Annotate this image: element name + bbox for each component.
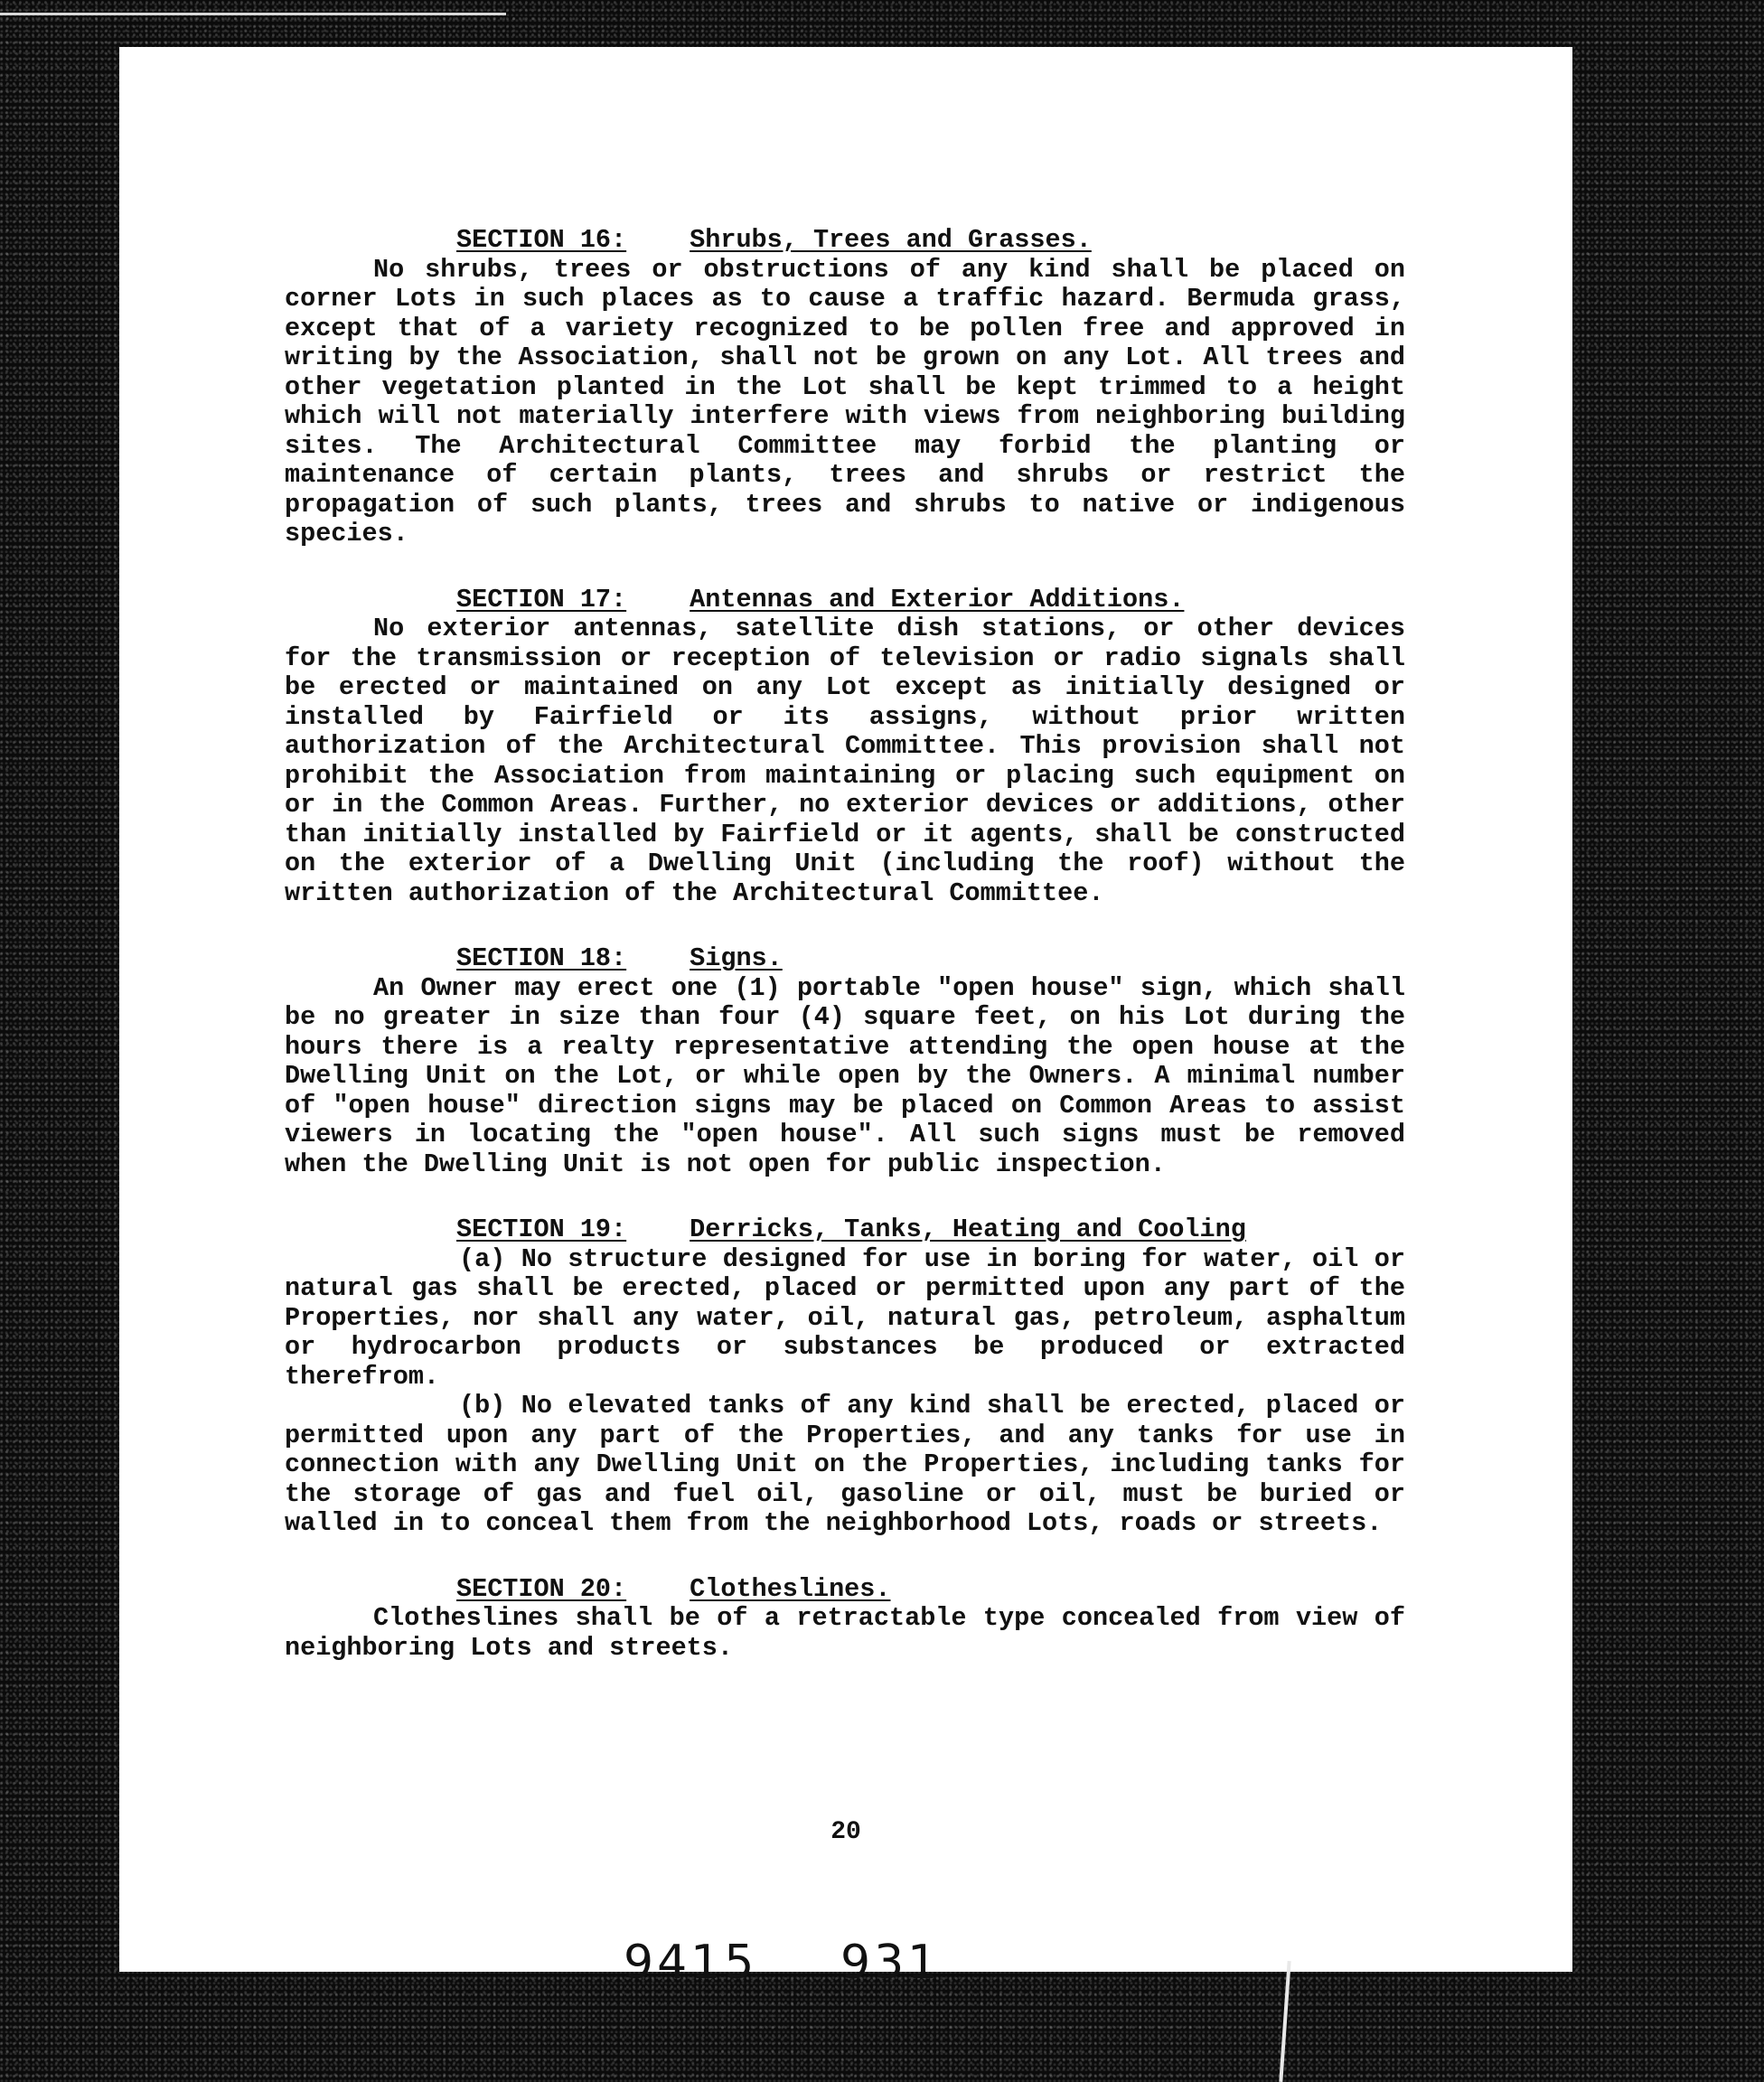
section-paragraph: No exterior antennas, satellite dish stations, or other devices for the transmission or reception of television or radio signals shall be erected or maintained on any Lot except as initially designed or installed by Fairfield or its assigns, without prior written authorization of the Architectural Committee. This provision shall not prohibit the Association from maintaining or placing such equipment on or in the Common Areas. Further, no exterior devices or additions, other than initially installed by Fairfield or it agents, shall be constructed on the exterior of a Dwelling Unit (including the roof) without the written authorization of the Architectural Committee. (285, 614, 1405, 908)
section-18 (285, 944, 1405, 1179)
section-number: SECTION 20: (456, 1573, 627, 1604)
section-heading (456, 586, 1405, 615)
section-20 (285, 1575, 1405, 1664)
section-title: Antennas and Exterior Additions. (690, 584, 1185, 614)
document-stamp-number-left: 9415 (624, 1936, 758, 1990)
scan-edge-mark (0, 13, 506, 15)
section-heading (456, 1575, 1405, 1605)
section-paragraph-a: (a) No structure designed for use in boring for water, oil or natural gas shall be erected, placed or permitted upon any part of the Properties, nor shall any water, oil, natural gas, petroleum, asphaltum or hydrocarbon products or substances be produced or extracted therefrom. (285, 1243, 1405, 1392)
section-paragraph: Clotheslines shall be of a retractable type concealed from view of neighboring Lots and streets. (285, 1603, 1405, 1663)
section-17 (285, 586, 1405, 909)
section-title: Clotheslines. (690, 1573, 891, 1604)
section-number: SECTION 17: (456, 584, 627, 614)
section-paragraph-b: (b) No elevated tanks of any kind shall be erected, placed or permitted upon any part of the Properties, and any tanks for use in connection with any Dwelling Unit on the Properties, including tanks for the storage of gas and fuel oil, gasoline or oil, must be buried or walled in to conceal them from the neighborhood Lots, roads or streets. (285, 1391, 1405, 1538)
section-number: SECTION 18: (456, 943, 627, 973)
section-number: SECTION 16: (456, 225, 627, 255)
section-title: Derricks, Tanks, Heating and Cooling (690, 1214, 1246, 1244)
section-19 (285, 1215, 1405, 1539)
scan-artifact-line (1279, 1961, 1290, 2082)
section-heading (456, 226, 1405, 256)
section-heading (456, 1215, 1405, 1245)
section-16 (285, 226, 1405, 549)
section-title: Signs. (690, 943, 783, 973)
section-paragraph: An Owner may erect one (1) portable "open house" sign, which shall be no greater in size than four (4) square feet, on his Lot during the hours there is a realty representative attending the open house at the Dwelling Unit on the Lot, or while open by the Owners. A minimal number of "open house" direction signs may be placed on Common Areas to assist viewers in locating the "open house". All such signs must be removed when the Dwelling Unit is not open for public inspection. (285, 972, 1405, 1179)
section-number: SECTION 19: (456, 1214, 627, 1244)
section-title: Shrubs, Trees and Grasses. (690, 225, 1092, 255)
document-body (285, 226, 1405, 1699)
page-number: 20 (830, 1818, 861, 1846)
section-paragraph: No shrubs, trees or obstructions of any kind shall be placed on corner Lots in such places as to cause a traffic hazard. Bermuda grass, except that of a variety recognized to be pollen free and approved in writing by the Association, shall not be grown on any Lot. All trees and other vegetation planted in the Lot shall be kept trimmed to a height which will not materially interfere with views from neighboring building sites. The Architectural Committee may forbid the planting or maintenance of certain plants, trees and shrubs or restrict the propagation of such plants, trees and shrubs to native or indigenous species. (285, 254, 1405, 549)
section-heading (456, 944, 1405, 974)
document-stamp-number-right: 931 (840, 1936, 942, 1990)
document-page (119, 47, 1572, 1990)
